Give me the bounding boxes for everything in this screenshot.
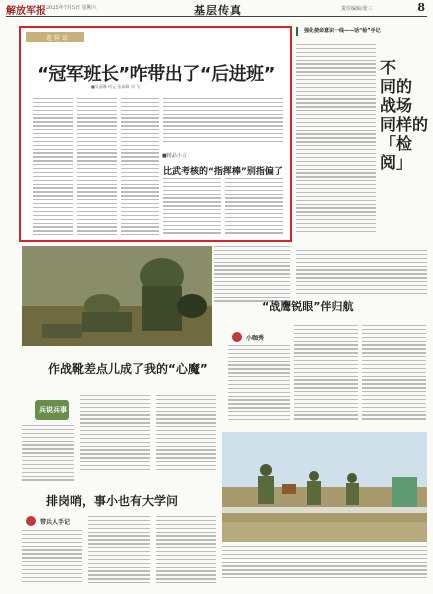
right-mid-text-3	[362, 325, 426, 430]
text-column-2	[77, 98, 117, 238]
section-tag-mid: 小咖秀	[246, 335, 265, 342]
story-tag-box: 兵说兵事	[35, 400, 69, 420]
editor-credit: 责任编辑/张三	[341, 6, 373, 12]
sentry-text-2	[88, 516, 150, 588]
boots-text-2	[80, 395, 150, 485]
photo-text-column	[214, 246, 290, 306]
boots-text-3	[156, 395, 216, 485]
masthead	[6, 2, 427, 17]
right-text-column-1	[296, 44, 376, 239]
headline-sentry[interactable]: 排岗哨，事小也有大学问	[46, 494, 179, 508]
right-mid-text-2	[294, 325, 358, 430]
training-photo	[222, 432, 427, 542]
page-number: 8	[417, 1, 425, 14]
red-badge-icon-2	[26, 516, 36, 526]
newspaper-logo: 解放军报	[6, 6, 46, 17]
text-column-5	[163, 178, 221, 238]
right-mid-text-1	[228, 345, 290, 430]
text-column-6	[225, 178, 283, 238]
section-title: 基层传真	[194, 4, 242, 17]
boots-text-1	[22, 425, 74, 485]
lead-subheadline[interactable]: 比武考核的“指挥棒”别指偏了	[163, 167, 283, 177]
text-column-1	[33, 98, 73, 238]
lead-byline: ■吴丽琳 何元 张高峰 刘 飞	[91, 84, 140, 89]
right-article-tag: 强化使命意识一线——话“检”手记	[296, 27, 386, 36]
headline-eagle-eye[interactable]: “战鹰锐眼”伴归航	[262, 300, 354, 313]
lead-headline[interactable]: “冠军班长”咋带出了“后进班”	[37, 64, 275, 85]
right-vertical-title[interactable]: 不 同的 战场 同样的 「检 阅」	[380, 58, 429, 172]
sub-tag: ■精品小言	[162, 153, 187, 159]
sentry-text-1	[22, 530, 82, 588]
soldiers-photo	[22, 246, 212, 346]
text-column-3	[121, 98, 159, 238]
sentry-text-3	[156, 516, 216, 588]
headline-boots[interactable]: 作战靴差点儿成了我的“心魔”	[48, 362, 208, 376]
issue-date: 2025年7月5日 星期六	[46, 5, 97, 11]
right-text-bottom	[296, 250, 427, 298]
lead-tag: 连 营 话	[26, 32, 84, 42]
photo-caption-text	[222, 546, 427, 590]
red-badge-icon	[232, 332, 242, 342]
section-tag-bottom: 带兵人手记	[40, 519, 71, 526]
text-column-4	[163, 98, 283, 146]
lead-article-box[interactable]	[19, 26, 292, 242]
